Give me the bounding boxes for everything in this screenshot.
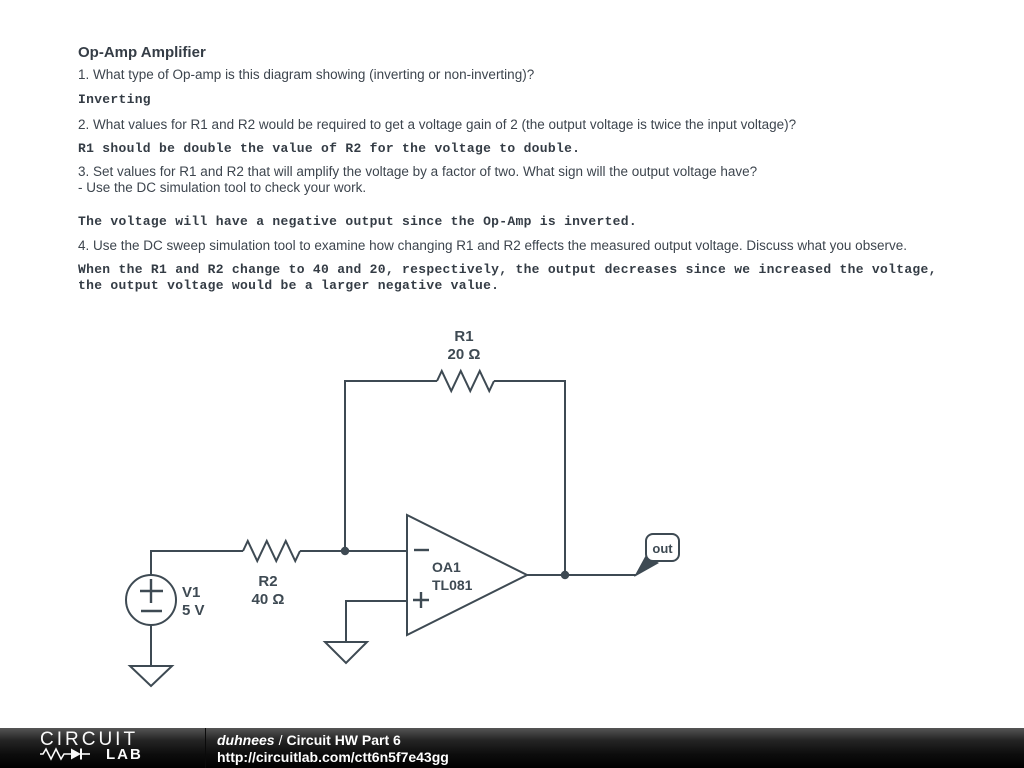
footer-divider [205,728,206,768]
circuitlab-logo [40,730,143,762]
r1-value-label: 20 Ω [447,346,481,363]
title-separator: / [278,732,283,748]
v1-name-label: V1 [182,584,201,601]
input-wire-left [151,551,243,575]
out-flag-label: out [652,541,673,556]
circuit-title-line [217,732,449,749]
question-2: 2. What values for R1 and R2 would be required to get a voltage gain of 2 (the output voltage is twice the input voltage)? [78,117,797,132]
ground-symbol-opamp [325,642,367,663]
answer-4-line1: When the R1 and R2 change to 40 and 20, respectively, the output decreases since we increased the voltage, [78,262,937,277]
resistor-r1 [437,371,494,391]
r2-name-label: R2 [258,573,278,590]
circuitlab-footer [0,728,1024,768]
question-1: 1. What type of Op-amp is this diagram showing (inverting or non-inverting)? [78,67,535,82]
question-4: 4. Use the DC sweep simulation tool to examine how changing R1 and R2 effects the measured output voltage. Discuss what you observe. [78,238,907,253]
footer-meta [217,732,449,766]
logo-circuit-text: CIRCUIT [40,729,139,750]
junction-dot-input [341,547,349,555]
page-title: Op-Amp Amplifier [78,44,206,61]
circuit-title: Circuit HW Part 6 [286,732,401,748]
circuit-url: http://circuitlab.com/ctt6n5f7e43gg [217,749,449,765]
answer-3: The voltage will have a negative output since the Op-Amp is inverted. [78,214,637,229]
ground-symbol-v1 [130,666,172,686]
answer-4-line2: the output voltage would be a larger negative value. [78,278,500,293]
r2-value-label: 40 Ω [251,591,285,608]
answer-4 [78,262,937,294]
resistor-r2 [243,541,300,561]
junction-dot-output [561,571,569,579]
author-name: duhnees [217,732,275,748]
question-3 [78,164,757,196]
feedback-wire-right [494,381,565,575]
noninverting-input-wire [346,601,407,642]
resistor-diode-icon [40,746,106,762]
answer-2: R1 should be double the value of R2 for the voltage to double. [78,141,581,156]
answer-1: Inverting [78,92,151,107]
question-3-line2: - Use the DC simulation tool to check your work. [78,180,367,195]
opamp-oa1 [407,515,527,635]
opamp-circuit-schematic [100,318,720,710]
r1-name-label: R1 [454,328,474,345]
opamp-part-label: TL081 [432,577,473,593]
opamp-name-label: OA1 [432,559,461,575]
logo-lab-text: LAB [106,745,143,763]
v1-value-label: 5 V [182,602,205,619]
question-3-line1: 3. Set values for R1 and R2 that will amplify the voltage by a factor of two. What sign will the output voltage have? [78,164,758,179]
